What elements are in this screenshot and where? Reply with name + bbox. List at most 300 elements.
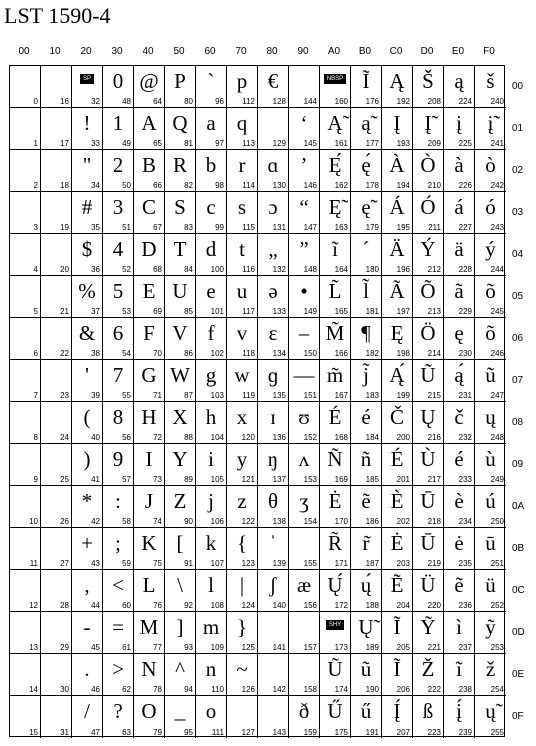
glyph: ą xyxy=(454,69,464,93)
code-number: 231 xyxy=(458,391,472,400)
glyph: % xyxy=(78,279,96,303)
code-number: 164 xyxy=(334,265,348,274)
code-number: 83 xyxy=(184,223,193,232)
glyph: 7 xyxy=(112,363,124,387)
code-number: 223 xyxy=(427,728,441,737)
code-number: 222 xyxy=(427,685,441,694)
chart-cell xyxy=(227,570,258,612)
chart-cell xyxy=(72,528,103,570)
glyph: į́ xyxy=(456,699,462,723)
glyph: ´ xyxy=(362,237,370,261)
glyph: > xyxy=(112,657,124,681)
glyph: – xyxy=(298,321,310,345)
code-number: 195 xyxy=(396,223,410,232)
code-number: 20 xyxy=(60,265,69,274)
chart-cell xyxy=(475,108,506,150)
glyph: Ü xyxy=(420,573,436,597)
chart-cell xyxy=(10,696,41,738)
code-number: 120 xyxy=(241,433,255,442)
code-number: 35 xyxy=(91,223,100,232)
code-number: 75 xyxy=(153,559,162,568)
glyph: ‘ xyxy=(300,111,308,135)
chart-cell xyxy=(258,276,289,318)
chart-cell xyxy=(351,318,382,360)
glyph: ɑ xyxy=(267,153,279,177)
glyph: " xyxy=(82,153,92,177)
glyph: ɪ xyxy=(270,405,276,429)
chart-cell xyxy=(289,486,320,528)
code-number: 80 xyxy=(184,97,193,106)
chart-cell xyxy=(41,192,72,234)
column-header: 80 xyxy=(266,46,278,57)
glyph: m xyxy=(202,615,220,639)
code-number: 54 xyxy=(122,349,131,358)
glyph: į̃ xyxy=(487,111,494,135)
code-number: 133 xyxy=(272,307,286,316)
glyph: Ų xyxy=(420,405,436,429)
chart-cell xyxy=(351,696,382,738)
glyph: [ xyxy=(176,531,184,555)
chart-cell xyxy=(382,402,413,444)
chart-cell xyxy=(10,402,41,444)
code-number: 48 xyxy=(122,97,131,106)
glyph: q xyxy=(236,111,248,135)
chart-cell xyxy=(41,402,72,444)
code-number: 63 xyxy=(122,728,131,737)
column-header: 30 xyxy=(111,46,123,57)
glyph: R xyxy=(172,153,187,177)
code-number: 103 xyxy=(210,391,224,400)
chart-cell xyxy=(165,318,196,360)
glyph: P xyxy=(174,69,186,93)
code-number: 181 xyxy=(365,307,379,316)
chart-cell xyxy=(289,612,320,654)
code-number: 248 xyxy=(490,433,504,442)
glyph: Ę́ xyxy=(328,153,342,177)
code-number: 153 xyxy=(303,475,317,484)
code-number: 145 xyxy=(303,139,317,148)
chart-cell xyxy=(351,66,382,108)
chart-cell xyxy=(103,612,134,654)
column-header: 50 xyxy=(173,46,185,57)
chart-cell xyxy=(258,654,289,696)
glyph: ! xyxy=(83,111,91,135)
code-number: 76 xyxy=(153,601,162,610)
chart-cell xyxy=(72,234,103,276)
code-number: 65 xyxy=(153,139,162,148)
glyph: l xyxy=(208,573,214,597)
row-header: 07 xyxy=(512,375,524,386)
chart-cell xyxy=(227,276,258,318)
chart-cell xyxy=(41,66,72,108)
chart-cell xyxy=(413,276,444,318)
glyph: H xyxy=(141,405,157,429)
chart-cell xyxy=(10,612,41,654)
glyph: ə xyxy=(268,279,278,303)
code-number: 217 xyxy=(427,475,441,484)
glyph: - xyxy=(83,615,91,639)
code-number: 237 xyxy=(458,643,472,652)
glyph: Ö xyxy=(420,321,436,345)
code-number: 12 xyxy=(29,601,38,610)
chart-cell xyxy=(258,444,289,486)
chart-cell xyxy=(41,360,72,402)
glyph: f xyxy=(207,321,215,345)
code-number: 44 xyxy=(91,601,100,610)
code-number: 21 xyxy=(60,307,69,316)
chart-cell xyxy=(227,612,258,654)
code-number: 142 xyxy=(272,685,286,694)
glyph: d xyxy=(205,237,217,261)
glyph: ì xyxy=(456,615,462,639)
code-number: 97 xyxy=(215,139,224,148)
code-number: 190 xyxy=(365,685,379,694)
code-number: 184 xyxy=(365,433,379,442)
chart-cell xyxy=(227,150,258,192)
code-number: 158 xyxy=(303,685,317,694)
code-number: 191 xyxy=(365,728,379,737)
chart-cell xyxy=(165,612,196,654)
chart-cell xyxy=(134,108,165,150)
code-number: 214 xyxy=(427,349,441,358)
row-header: 0C xyxy=(512,585,525,596)
chart-cell xyxy=(320,696,351,738)
chart-cell xyxy=(41,108,72,150)
chart-cell xyxy=(103,192,134,234)
code-number: 246 xyxy=(490,349,504,358)
code-number: 199 xyxy=(396,391,410,400)
glyph: č xyxy=(454,405,464,429)
row-header: 06 xyxy=(512,333,524,344)
chart-cell xyxy=(475,444,506,486)
glyph: L xyxy=(142,573,156,597)
glyph: õ xyxy=(485,279,496,303)
code-number: 105 xyxy=(210,475,224,484)
code-number: 173 xyxy=(334,643,348,652)
glyph: U xyxy=(172,279,188,303)
code-number: 56 xyxy=(122,433,131,442)
glyph: Z xyxy=(173,489,187,513)
chart-cell xyxy=(227,528,258,570)
chart-cell xyxy=(320,570,351,612)
code-number: 77 xyxy=(153,643,162,652)
code-number: 29 xyxy=(60,643,69,652)
code-number: 202 xyxy=(396,517,410,526)
chart-cell xyxy=(289,108,320,150)
glyph: € xyxy=(267,69,279,93)
glyph: ū xyxy=(485,531,496,555)
glyph: • xyxy=(300,279,308,303)
glyph: ũ xyxy=(485,363,496,387)
glyph: r̃ xyxy=(362,531,370,555)
glyph: Ę xyxy=(390,321,404,345)
chart-cell xyxy=(258,486,289,528)
glyph: Q xyxy=(172,111,188,135)
code-number: 249 xyxy=(490,475,504,484)
code-number: 15 xyxy=(29,728,38,737)
code-number: 138 xyxy=(272,517,286,526)
chart-cell xyxy=(41,570,72,612)
code-number: 234 xyxy=(458,517,472,526)
chart-cell xyxy=(72,444,103,486)
code-number: 179 xyxy=(365,223,379,232)
code-number: 49 xyxy=(122,139,131,148)
code-number: 208 xyxy=(427,97,441,106)
glyph: Y xyxy=(172,447,188,471)
code-number: 117 xyxy=(242,307,255,316)
glyph: ę xyxy=(454,321,464,345)
glyph: Ũ xyxy=(420,363,436,387)
code-number: 123 xyxy=(241,559,255,568)
chart-cell xyxy=(134,318,165,360)
code-number: 11 xyxy=(29,559,38,568)
chart-cell xyxy=(72,108,103,150)
code-number: 207 xyxy=(396,728,410,737)
chart-cell xyxy=(41,486,72,528)
chart-cell xyxy=(475,612,506,654)
glyph: ė xyxy=(454,531,464,555)
chart-cell xyxy=(320,108,351,150)
code-number: 106 xyxy=(210,517,224,526)
chart-cell xyxy=(196,696,227,738)
glyph: ˈ xyxy=(269,531,277,555)
glyph: Ę̃ xyxy=(328,195,342,219)
code-number: 250 xyxy=(490,517,504,526)
glyph: Ė xyxy=(328,489,342,513)
code-number: 112 xyxy=(242,97,255,106)
glyph: V xyxy=(172,321,188,345)
chart-cell xyxy=(10,192,41,234)
chart-cell xyxy=(41,654,72,696)
code-number: 209 xyxy=(427,139,441,148)
glyph: E xyxy=(142,279,156,303)
chart-cell xyxy=(41,150,72,192)
code-number: 85 xyxy=(184,307,193,316)
chart-cell xyxy=(196,234,227,276)
glyph: Ó xyxy=(420,195,436,219)
chart-cell xyxy=(227,234,258,276)
code-number: 94 xyxy=(184,685,193,694)
chart-cell xyxy=(444,444,475,486)
glyph: ’ xyxy=(300,153,308,177)
chart-cell xyxy=(320,612,351,654)
glyph: 2 xyxy=(112,153,124,177)
code-number: 155 xyxy=(303,559,317,568)
code-number: 28 xyxy=(60,601,69,610)
code-number: 135 xyxy=(272,391,286,400)
chart-cell xyxy=(382,108,413,150)
chart-cell xyxy=(351,192,382,234)
glyph: + xyxy=(81,531,93,555)
chart-cell xyxy=(382,486,413,528)
chart-cell xyxy=(382,66,413,108)
chart-cell xyxy=(10,360,41,402)
chart-cell xyxy=(10,486,41,528)
chart-cell xyxy=(196,654,227,696)
glyph: 1 xyxy=(112,111,124,135)
chart-cell xyxy=(227,192,258,234)
glyph: | xyxy=(239,573,245,597)
glyph: ' xyxy=(85,363,89,387)
code-number: 193 xyxy=(396,139,410,148)
glyph: é xyxy=(361,405,371,429)
chart-cell xyxy=(41,612,72,654)
code-number: 78 xyxy=(153,685,162,694)
chart-cell xyxy=(444,654,475,696)
glyph: ą́ xyxy=(454,363,464,387)
chart-cell xyxy=(103,318,134,360)
glyph: Õ xyxy=(420,279,436,303)
chart-cell xyxy=(227,654,258,696)
chart-cell xyxy=(134,192,165,234)
code-number: 221 xyxy=(427,643,441,652)
chart-cell xyxy=(103,66,134,108)
chart-cell xyxy=(475,66,506,108)
glyph: 3 xyxy=(112,195,124,219)
chart-cell xyxy=(72,66,103,108)
code-number: 228 xyxy=(458,265,472,274)
glyph: Ų̃ xyxy=(358,615,374,639)
glyph: L̃ xyxy=(328,279,342,303)
chart-cell xyxy=(382,612,413,654)
chart-cell xyxy=(289,318,320,360)
glyph: Ĩ xyxy=(393,615,401,639)
glyph: į xyxy=(456,111,462,135)
glyph: à xyxy=(454,153,464,177)
glyph: g xyxy=(205,363,217,387)
code-number: 32 xyxy=(91,97,100,106)
chart-cell xyxy=(444,192,475,234)
code-number: 64 xyxy=(153,97,162,106)
code-number: 242 xyxy=(490,181,504,190)
chart-cell xyxy=(444,570,475,612)
code-number: 180 xyxy=(365,265,379,274)
glyph: ¶ xyxy=(361,321,371,345)
chart-cell xyxy=(444,402,475,444)
code-number: 213 xyxy=(427,307,441,316)
code-number: 129 xyxy=(272,139,286,148)
chart-cell xyxy=(382,276,413,318)
code-number: 252 xyxy=(490,601,504,610)
glyph: Ų́ xyxy=(327,573,343,597)
code-number: 19 xyxy=(60,223,69,232)
chart-cell xyxy=(475,696,506,738)
chart-cell xyxy=(103,486,134,528)
row-header: 02 xyxy=(512,165,524,176)
chart-cell xyxy=(289,654,320,696)
chart-cell xyxy=(444,276,475,318)
glyph: B xyxy=(141,153,156,177)
code-number: 99 xyxy=(215,223,224,232)
chart-cell xyxy=(351,528,382,570)
glyph: ẽ xyxy=(361,489,371,513)
code-number: 224 xyxy=(458,97,472,106)
page-title: LST 1590-4 xyxy=(4,3,111,28)
code-number: 167 xyxy=(334,391,348,400)
code-number: 187 xyxy=(365,559,379,568)
code-number: 157 xyxy=(303,643,317,652)
chart-cell xyxy=(165,150,196,192)
chart-cell xyxy=(134,486,165,528)
chart-cell xyxy=(196,444,227,486)
chart-cell xyxy=(289,192,320,234)
code-number: 66 xyxy=(153,181,162,190)
glyph: Ä xyxy=(389,237,405,261)
chart-cell xyxy=(196,528,227,570)
chart-cell xyxy=(227,696,258,738)
glyph: . xyxy=(84,657,90,681)
glyph xyxy=(72,68,102,94)
chart-cell xyxy=(351,570,382,612)
chart-cell xyxy=(475,360,506,402)
glyph: Į̃ xyxy=(424,111,432,135)
chart-cell xyxy=(382,318,413,360)
chart-cell xyxy=(382,150,413,192)
code-number: 232 xyxy=(458,433,472,442)
glyph: ę́ xyxy=(361,153,371,177)
code-number: 7 xyxy=(33,391,38,400)
code-number: 122 xyxy=(241,517,255,526)
chart-cell xyxy=(351,402,382,444)
chart-cell xyxy=(320,192,351,234)
code-number: 200 xyxy=(396,433,410,442)
row-header: 0E xyxy=(512,669,525,680)
chart-cell xyxy=(134,612,165,654)
column-header: 20 xyxy=(80,46,92,57)
chart-cell xyxy=(475,654,506,696)
code-number: 132 xyxy=(272,265,286,274)
chart-cell xyxy=(413,528,444,570)
chart-cell xyxy=(258,696,289,738)
chart-cell xyxy=(227,108,258,150)
chart-cell xyxy=(382,528,413,570)
chart-cell xyxy=(258,192,289,234)
glyph: Č xyxy=(389,405,404,429)
chart-cell xyxy=(444,360,475,402)
glyph: Ĩ xyxy=(393,657,401,681)
code-number: 172 xyxy=(334,601,348,610)
code-number: 69 xyxy=(153,307,162,316)
code-number: 211 xyxy=(428,223,441,232)
chart-cell xyxy=(289,360,320,402)
chart-cell xyxy=(165,360,196,402)
chart-cell xyxy=(413,108,444,150)
glyph: / xyxy=(84,699,90,723)
column-header: B0 xyxy=(358,46,372,57)
glyph: ɛ xyxy=(268,321,278,345)
chart-cell xyxy=(351,486,382,528)
chart-cell xyxy=(134,570,165,612)
chart-cell xyxy=(72,318,103,360)
glyph: ų́ xyxy=(360,573,372,597)
glyph: 4 xyxy=(112,237,124,261)
chart-cell xyxy=(165,402,196,444)
chart-cell xyxy=(258,402,289,444)
glyph: u xyxy=(236,279,248,303)
code-number: 140 xyxy=(272,601,286,610)
chart-cell xyxy=(475,276,506,318)
glyph: Ã xyxy=(389,279,405,303)
chart-cell xyxy=(413,318,444,360)
chart-cell xyxy=(320,276,351,318)
chart-cell xyxy=(196,612,227,654)
chart-cell xyxy=(134,696,165,738)
code-number: 55 xyxy=(122,391,131,400)
chart-cell xyxy=(258,234,289,276)
code-number: 73 xyxy=(153,475,162,484)
code-number: 189 xyxy=(365,643,379,652)
glyph: W xyxy=(170,363,190,387)
